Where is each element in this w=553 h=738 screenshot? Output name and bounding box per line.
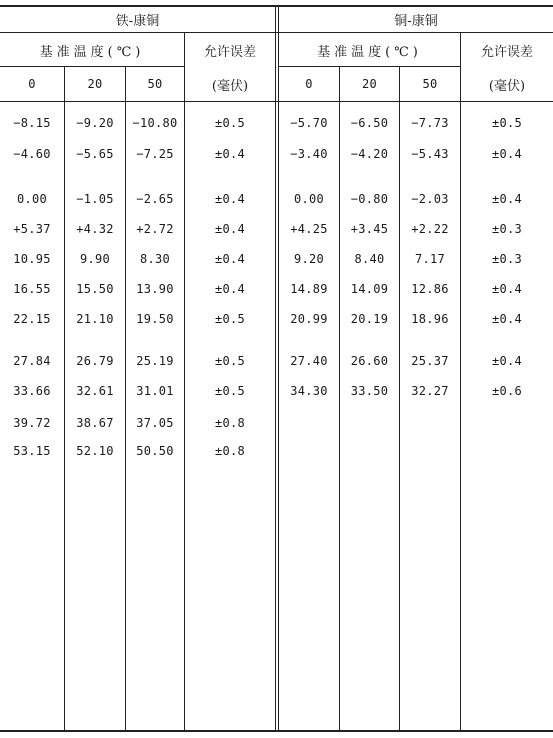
emf-value-cell: 14.09	[350, 282, 389, 296]
emf-value-cell: −5.43	[411, 147, 449, 161]
emf-value-cell: −2.65	[136, 192, 174, 206]
emf-value-cell: +2.22	[411, 222, 449, 236]
tolerance-cell: ±0.4	[214, 282, 246, 296]
tolerance-cell: ±0.4	[214, 192, 246, 206]
emf-value-cell: 26.60	[350, 354, 389, 368]
emf-value-cell: 33.66	[13, 384, 51, 398]
tolerance-cell: ±0.4	[214, 252, 246, 266]
emf-value-cell: 37.05	[136, 416, 174, 430]
temperature-header: 20	[87, 77, 103, 91]
temperature-header: 50	[422, 77, 438, 91]
emf-value-cell: −9.20	[76, 116, 114, 130]
emf-value-cell: 8.40	[354, 252, 385, 266]
group-title-iron-constantan: 铁-康铜	[115, 14, 160, 29]
emf-value-cell: 52.10	[76, 444, 114, 458]
emf-value-cell: 32.61	[76, 384, 114, 398]
emf-value-cell: 38.67	[76, 416, 114, 430]
emf-value-cell: 14.89	[290, 282, 328, 296]
emf-value-cell: 22.15	[13, 312, 51, 326]
tolerance-cell: ±0.5	[214, 312, 246, 326]
emf-value-cell: +5.37	[13, 222, 51, 236]
emf-value-cell: −8.15	[13, 116, 51, 130]
emf-value-cell: 32.27	[411, 384, 449, 398]
tolerance-cell: ±0.3	[491, 222, 523, 236]
emf-value-cell: 0.00	[293, 192, 325, 206]
emf-value-cell: 50.50	[136, 444, 174, 458]
tolerance-cell: ±0.4	[214, 147, 246, 161]
emf-value-cell: +4.25	[290, 222, 328, 236]
emf-value-cell: 20.99	[290, 312, 328, 326]
emf-value-cell: 25.37	[411, 354, 449, 368]
header-rule-2	[0, 66, 184, 67]
reference-temperature-header: 基准温度(℃)	[39, 45, 145, 60]
emf-value-cell: 16.55	[13, 282, 51, 296]
emf-value-cell: 10.95	[13, 252, 51, 266]
emf-value-cell: 21.10	[76, 312, 114, 326]
tolerance-cell: ±0.5	[214, 384, 246, 398]
emf-value-cell: +4.32	[76, 222, 114, 236]
emf-value-cell: 9.20	[293, 252, 325, 266]
emf-value-cell: 13.90	[136, 282, 174, 296]
header-rule-3	[0, 101, 553, 102]
group-title-copper-constantan: 铜-康铜	[394, 14, 438, 29]
tolerance-cell: ±0.4	[491, 147, 523, 161]
tolerance-cell: ±0.6	[491, 384, 523, 398]
col-rule	[460, 32, 461, 730]
tolerance-cell: ±0.5	[214, 354, 246, 368]
bottom-rule	[0, 730, 553, 732]
temperature-header: 20	[361, 77, 378, 91]
emf-value-cell: 26.79	[76, 354, 114, 368]
emf-value-cell: 7.17	[414, 252, 446, 266]
tolerance-cell: ±0.3	[491, 252, 523, 266]
temperature-header: 0	[305, 77, 313, 91]
emf-value-cell: 27.84	[13, 354, 51, 368]
emf-value-cell: −4.60	[13, 147, 51, 161]
temperature-header: 0	[28, 77, 36, 91]
emf-value-cell: 18.96	[411, 312, 449, 326]
emf-value-cell: +2.72	[136, 222, 174, 236]
reference-temperature-header: 基准温度(℃)	[317, 45, 422, 60]
emf-value-cell: −10.80	[132, 116, 178, 130]
emf-value-cell: 34.30	[290, 384, 328, 398]
emf-value-cell: −7.25	[136, 147, 174, 161]
tolerance-cell: ±0.4	[491, 192, 523, 206]
tolerance-cell: ±0.4	[491, 312, 523, 326]
col-rule	[64, 66, 65, 730]
emf-value-cell: −1.05	[76, 192, 114, 206]
temperature-header: 50	[147, 77, 163, 91]
tolerance-header: 允许误差	[203, 45, 256, 60]
group-divider-rule	[275, 5, 276, 730]
top-rule	[0, 5, 553, 7]
emf-value-cell: 25.19	[136, 354, 174, 368]
header-rule-1	[0, 32, 553, 33]
emf-value-cell: −0.80	[350, 192, 389, 206]
emf-value-cell: −2.03	[411, 192, 449, 206]
emf-value-cell: 20.19	[350, 312, 389, 326]
emf-value-cell: −6.50	[350, 116, 389, 130]
emf-value-cell: 27.40	[290, 354, 328, 368]
col-rule	[125, 66, 126, 730]
emf-value-cell: 0.00	[16, 192, 48, 206]
emf-value-cell: 15.50	[76, 282, 114, 296]
emf-value-cell: −5.65	[76, 147, 114, 161]
emf-value-cell: 12.86	[411, 282, 449, 296]
tolerance-cell: ±0.4	[491, 282, 523, 296]
tolerance-cell: ±0.8	[214, 416, 246, 430]
emf-value-cell: 39.72	[13, 416, 51, 430]
col-rule	[184, 32, 185, 730]
tolerance-unit: (毫伏)	[488, 79, 526, 94]
emf-value-cell: −3.40	[290, 147, 328, 161]
emf-value-cell: 31.01	[136, 384, 174, 398]
tolerance-cell: ±0.5	[491, 116, 523, 130]
tolerance-unit: (毫伏)	[211, 79, 249, 94]
emf-value-cell: 53.15	[13, 444, 51, 458]
emf-value-cell: 9.90	[79, 252, 111, 266]
col-rule	[399, 66, 400, 730]
tolerance-header: 允许误差	[480, 45, 533, 60]
tolerance-cell: ±0.4	[214, 222, 246, 236]
emf-value-cell: −5.70	[290, 116, 328, 130]
tolerance-cell: ±0.5	[214, 116, 246, 130]
emf-value-cell: +3.45	[350, 222, 389, 236]
tolerance-cell: ±0.8	[214, 444, 246, 458]
emf-value-cell: 19.50	[136, 312, 174, 326]
tolerance-cell: ±0.4	[491, 354, 523, 368]
emf-value-cell: −7.73	[411, 116, 449, 130]
header-rule-2b	[278, 66, 460, 67]
emf-value-cell: 8.30	[139, 252, 171, 266]
emf-value-cell: −4.20	[350, 147, 389, 161]
col-rule	[339, 66, 340, 730]
emf-value-cell: 33.50	[350, 384, 389, 398]
